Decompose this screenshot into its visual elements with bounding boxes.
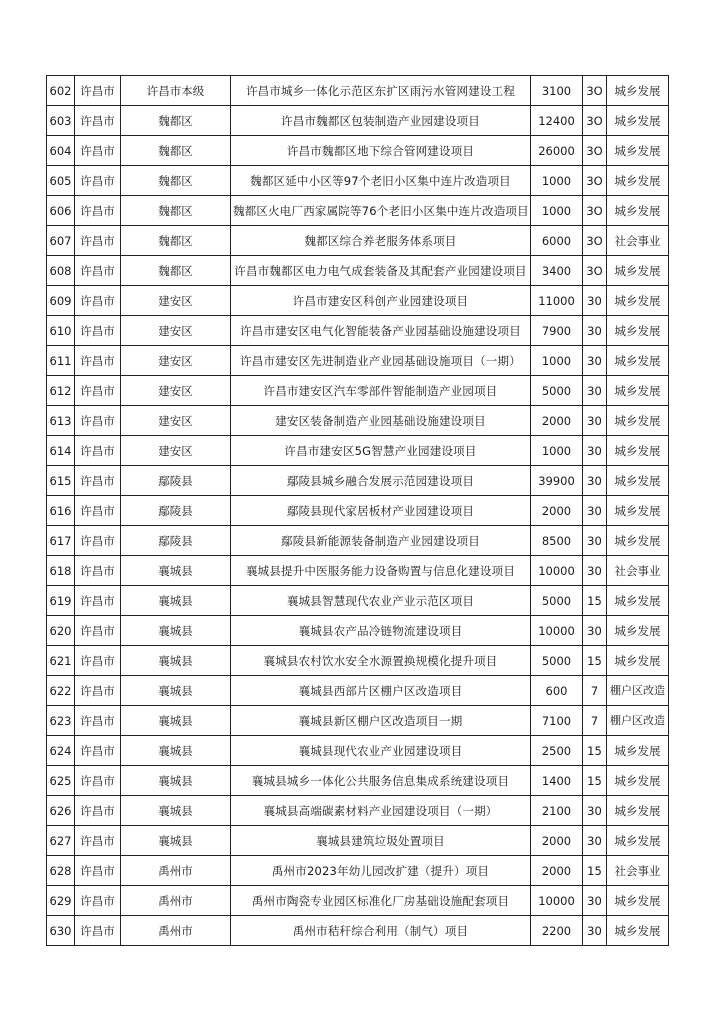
row-number: 602 [47,76,75,106]
city-cell: 许昌市 [75,496,121,526]
row-number: 613 [47,406,75,436]
term-years-cell: 30 [583,796,607,826]
table-row [47,406,669,436]
table-row [47,886,669,916]
project-name-cell: 襄城县城乡一体化公共服务信息集成系统建设项目 [231,766,531,796]
city-cell: 许昌市 [75,736,121,766]
amount-cell: 2000 [531,826,583,856]
term-years-cell: 30 [583,316,607,346]
project-name-cell: 襄城县高端碳素材料产业园建设项目（一期） [231,796,531,826]
city-cell: 许昌市 [75,706,121,736]
term-years-cell: 30 [583,886,607,916]
table-row [47,376,669,406]
county-cell: 禹州市 [121,916,231,946]
county-cell: 魏都区 [121,166,231,196]
term-years-cell: 30 [583,826,607,856]
term-years-cell: 30 [583,466,607,496]
category-cell: 城乡发展 [607,526,669,556]
table-row [47,256,669,286]
category-cell: 社会事业 [607,556,669,586]
project-name-cell: 许昌市建安区电气化智能装备产业园基础设施建设项目 [231,316,531,346]
project-name-cell: 许昌市城乡一体化示范区东扩区雨污水管网建设工程 [231,76,531,106]
county-cell: 建安区 [121,346,231,376]
city-cell: 许昌市 [75,886,121,916]
table-row [47,916,669,946]
city-cell: 许昌市 [75,676,121,706]
amount-cell: 3100 [531,76,583,106]
category-cell: 城乡发展 [607,436,669,466]
county-cell: 建安区 [121,316,231,346]
city-cell: 许昌市 [75,856,121,886]
project-name-cell: 襄城县提升中医服务能力设备购置与信息化建设项目 [231,556,531,586]
project-name-cell: 许昌市建安区科创产业园建设项目 [231,286,531,316]
amount-cell: 1400 [531,766,583,796]
county-cell: 襄城县 [121,556,231,586]
term-years-cell: 30 [583,436,607,466]
table-row [47,646,669,676]
row-number: 604 [47,136,75,166]
city-cell: 许昌市 [75,526,121,556]
category-cell: 城乡发展 [607,136,669,166]
category-cell: 城乡发展 [607,496,669,526]
table-row [47,286,669,316]
row-number: 605 [47,166,75,196]
project-name-cell: 襄城县建筑垃圾处置项目 [231,826,531,856]
county-cell: 魏都区 [121,196,231,226]
project-name-cell: 禹州市陶瓷专业园区标准化厂房基础设施配套项目 [231,886,531,916]
row-number: 610 [47,316,75,346]
category-cell: 棚户区改造 [607,706,669,736]
term-years-cell: 3O [583,106,607,136]
category-cell: 城乡发展 [607,256,669,286]
project-name-cell: 许昌市魏都区地下综合管网建设项目 [231,136,531,166]
county-cell: 襄城县 [121,766,231,796]
city-cell: 许昌市 [75,346,121,376]
city-cell: 许昌市 [75,226,121,256]
term-years-cell: 30 [583,496,607,526]
row-number: 628 [47,856,75,886]
table-row [47,616,669,646]
amount-cell: 8500 [531,526,583,556]
amount-cell: 11000 [531,286,583,316]
amount-cell: 10000 [531,886,583,916]
table-row [47,676,669,706]
project-name-cell: 许昌市魏都区包装制造产业园建设项目 [231,106,531,136]
category-cell: 城乡发展 [607,766,669,796]
table-row [47,196,669,226]
amount-cell: 1000 [531,196,583,226]
category-cell: 棚户区改造 [607,676,669,706]
table-row [47,856,669,886]
city-cell: 许昌市 [75,646,121,676]
amount-cell: 2200 [531,916,583,946]
project-name-cell: 襄城县新区棚户区改造项目一期 [231,706,531,736]
amount-cell: 5000 [531,376,583,406]
county-cell: 襄城县 [121,586,231,616]
city-cell: 许昌市 [75,166,121,196]
category-cell: 城乡发展 [607,736,669,766]
city-cell: 许昌市 [75,916,121,946]
category-cell: 城乡发展 [607,826,669,856]
row-number: 626 [47,796,75,826]
term-years-cell: 15 [583,736,607,766]
amount-cell: 6000 [531,226,583,256]
term-years-cell: 3O [583,196,607,226]
project-table [46,75,669,946]
term-years-cell: 15 [583,856,607,886]
county-cell: 襄城县 [121,706,231,736]
project-name-cell: 许昌市建安区5G智慧产业园建设项目 [231,436,531,466]
county-cell: 禹州市 [121,886,231,916]
row-number: 624 [47,736,75,766]
row-number: 630 [47,916,75,946]
amount-cell: 2500 [531,736,583,766]
term-years-cell: 15 [583,646,607,676]
table-row [47,436,669,466]
term-years-cell: 3O [583,166,607,196]
category-cell: 城乡发展 [607,196,669,226]
project-name-cell: 许昌市魏都区电力电气成套装备及其配套产业园建设项目 [231,256,531,286]
row-number: 615 [47,466,75,496]
city-cell: 许昌市 [75,766,121,796]
term-years-cell: 30 [583,406,607,436]
row-number: 620 [47,616,75,646]
city-cell: 许昌市 [75,316,121,346]
term-years-cell: 30 [583,376,607,406]
row-number: 603 [47,106,75,136]
table-row [47,586,669,616]
city-cell: 许昌市 [75,616,121,646]
row-number: 623 [47,706,75,736]
category-cell: 城乡发展 [607,376,669,406]
category-cell: 城乡发展 [607,346,669,376]
row-number: 617 [47,526,75,556]
project-name-cell: 魏都区延中小区等97个老旧小区集中连片改造项目 [231,166,531,196]
row-number: 622 [47,676,75,706]
county-cell: 魏都区 [121,106,231,136]
table-row [47,766,669,796]
county-cell: 建安区 [121,286,231,316]
row-number: 608 [47,256,75,286]
amount-cell: 1000 [531,346,583,376]
table-row [47,496,669,526]
project-name-cell: 魏都区综合养老服务体系项目 [231,226,531,256]
city-cell: 许昌市 [75,796,121,826]
row-number: 619 [47,586,75,616]
row-number: 607 [47,226,75,256]
term-years-cell: 30 [583,346,607,376]
row-number: 614 [47,436,75,466]
term-years-cell: 3O [583,136,607,166]
county-cell: 襄城县 [121,616,231,646]
city-cell: 许昌市 [75,586,121,616]
amount-cell: 10000 [531,616,583,646]
table-row [47,466,669,496]
amount-cell: 10000 [531,556,583,586]
table-row [47,526,669,556]
county-cell: 襄城县 [121,736,231,766]
city-cell: 许昌市 [75,826,121,856]
county-cell: 许昌市本级 [121,76,231,106]
city-cell: 许昌市 [75,256,121,286]
category-cell: 城乡发展 [607,406,669,436]
county-cell: 魏都区 [121,256,231,286]
project-name-cell: 鄢陵县现代家居板材产业园建设项目 [231,496,531,526]
table-row [47,826,669,856]
table-row [47,226,669,256]
project-name-cell: 禹州市秸秆综合利用（制气）项目 [231,916,531,946]
project-name-cell: 襄城县西部片区棚户区改造项目 [231,676,531,706]
amount-cell: 1000 [531,436,583,466]
category-cell: 城乡发展 [607,886,669,916]
category-cell: 社会事业 [607,856,669,886]
category-cell: 城乡发展 [607,316,669,346]
city-cell: 许昌市 [75,196,121,226]
amount-cell: 600 [531,676,583,706]
county-cell: 襄城县 [121,646,231,676]
row-number: 616 [47,496,75,526]
amount-cell: 12400 [531,106,583,136]
row-number: 625 [47,766,75,796]
county-cell: 建安区 [121,406,231,436]
term-years-cell: 30 [583,286,607,316]
row-number: 612 [47,376,75,406]
term-years-cell: 30 [583,556,607,586]
amount-cell: 39900 [531,466,583,496]
amount-cell: 3400 [531,256,583,286]
county-cell: 魏都区 [121,136,231,166]
term-years-cell: 3O [583,256,607,286]
project-name-cell: 襄城县现代农业产业园建设项目 [231,736,531,766]
term-years-cell: 3O [583,76,607,106]
project-name-cell: 襄城县农村饮水安全水源置换规模化提升项目 [231,646,531,676]
amount-cell: 1000 [531,166,583,196]
term-years-cell: 30 [583,526,607,556]
project-name-cell: 建安区装备制造产业园基础设施建设项目 [231,406,531,436]
category-cell: 城乡发展 [607,586,669,616]
amount-cell: 7900 [531,316,583,346]
table-row [47,346,669,376]
category-cell: 城乡发展 [607,286,669,316]
term-years-cell: 15 [583,586,607,616]
amount-cell: 5000 [531,646,583,676]
project-name-cell: 鄢陵县新能源装备制造产业园建设项目 [231,526,531,556]
table-row [47,316,669,346]
county-cell: 襄城县 [121,826,231,856]
category-cell: 城乡发展 [607,616,669,646]
table-row [47,736,669,766]
amount-cell: 7100 [531,706,583,736]
row-number: 606 [47,196,75,226]
table-row [47,706,669,736]
term-years-cell: 15 [583,766,607,796]
city-cell: 许昌市 [75,286,121,316]
category-cell: 城乡发展 [607,76,669,106]
term-years-cell: 30 [583,616,607,646]
city-cell: 许昌市 [75,376,121,406]
county-cell: 鄢陵县 [121,496,231,526]
city-cell: 许昌市 [75,76,121,106]
row-number: 627 [47,826,75,856]
city-cell: 许昌市 [75,406,121,436]
project-name-cell: 许昌市建安区汽车零部件智能制造产业园项目 [231,376,531,406]
city-cell: 许昌市 [75,466,121,496]
city-cell: 许昌市 [75,136,121,166]
project-name-cell: 魏都区火电厂西家属院等76个老旧小区集中连片改造项目 [231,196,531,226]
row-number: 609 [47,286,75,316]
row-number: 629 [47,886,75,916]
county-cell: 魏都区 [121,226,231,256]
table-row [47,106,669,136]
amount-cell: 2000 [531,496,583,526]
amount-cell: 26000 [531,136,583,166]
project-name-cell: 鄢陵县城乡融合发展示范园建设项目 [231,466,531,496]
county-cell: 建安区 [121,376,231,406]
category-cell: 城乡发展 [607,166,669,196]
city-cell: 许昌市 [75,436,121,466]
table-row [47,556,669,586]
city-cell: 许昌市 [75,106,121,136]
category-cell: 城乡发展 [607,106,669,136]
county-cell: 襄城县 [121,676,231,706]
county-cell: 鄢陵县 [121,526,231,556]
category-cell: 城乡发展 [607,466,669,496]
project-name-cell: 许昌市建安区先进制造业产业园基础设施项目（一期） [231,346,531,376]
amount-cell: 5000 [531,586,583,616]
table-row [47,166,669,196]
county-cell: 襄城县 [121,796,231,826]
table-body [47,76,669,946]
term-years-cell: 3O [583,226,607,256]
project-name-cell: 襄城县农产品冷链物流建设项目 [231,616,531,646]
term-years-cell: 7 [583,706,607,736]
table-row [47,76,669,106]
amount-cell: 2100 [531,796,583,826]
term-years-cell: 7 [583,676,607,706]
row-number: 611 [47,346,75,376]
term-years-cell: 30 [583,916,607,946]
row-number: 621 [47,646,75,676]
table-row [47,796,669,826]
category-cell: 社会事业 [607,226,669,256]
county-cell: 鄢陵县 [121,466,231,496]
city-cell: 许昌市 [75,556,121,586]
amount-cell: 2000 [531,856,583,886]
county-cell: 建安区 [121,436,231,466]
amount-cell: 2000 [531,406,583,436]
row-number: 618 [47,556,75,586]
category-cell: 城乡发展 [607,796,669,826]
county-cell: 禹州市 [121,856,231,886]
category-cell: 城乡发展 [607,646,669,676]
project-name-cell: 襄城县智慧现代农业产业示范区项目 [231,586,531,616]
table-row [47,136,669,166]
project-name-cell: 禹州市2023年幼儿园改扩建（提升）项目 [231,856,531,886]
category-cell: 城乡发展 [607,916,669,946]
